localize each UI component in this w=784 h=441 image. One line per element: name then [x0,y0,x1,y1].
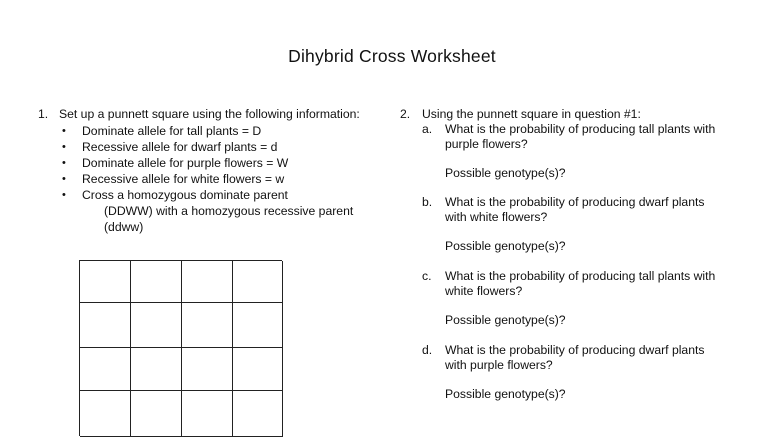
bullet-dwarf-allele: Recessive allele for dwarf plants = d [82,140,278,154]
part-a-question: What is the probability of producing tall plants with [445,122,716,136]
part-d-genotype: Possible genotype(s)? [445,387,566,401]
worksheet-title: Dihybrid Cross Worksheet [288,46,496,66]
bullet-icon: • [62,157,66,169]
bullet-icon: • [62,125,66,137]
punnett-cell[interactable] [131,261,182,303]
punnett-cell[interactable] [182,261,233,303]
part-b-letter: b. [422,195,433,209]
punnett-cell[interactable] [131,348,182,391]
bullet-cross-instruction: Cross a homozygous dominate parent [82,188,288,202]
punnett-cell[interactable] [182,303,233,348]
part-c-question: What is the probability of producing tall plants with [445,269,716,283]
part-b-genotype: Possible genotype(s)? [445,239,566,253]
punnett-cell[interactable] [80,261,131,303]
question-2-number: 2. [400,107,411,121]
part-a-letter: a. [422,122,433,136]
part-c-letter: c. [422,269,432,283]
part-d-question-line-2: with purple flowers? [445,358,553,372]
bullet-white-allele: Recessive allele for white flowers = w [82,172,285,186]
punnett-cell[interactable] [233,303,283,348]
punnett-cell[interactable] [233,391,283,437]
bullet-icon: • [62,173,66,185]
part-b-question-line-2: with white flowers? [445,210,548,224]
part-a-question-line-2: purple flowers? [445,137,528,151]
cross-instruction-line-2: (DDWW) with a homozygous recessive parent [104,204,354,218]
punnett-cell[interactable] [131,303,182,348]
part-c-question-line-2: white flowers? [445,284,523,298]
punnett-cell[interactable] [80,391,131,437]
question-1-prompt: Set up a punnett square using the following information: [59,107,360,121]
punnett-cell[interactable] [131,391,182,437]
cross-instruction-line-3: (ddww) [104,220,144,234]
punnett-cell[interactable] [80,348,131,391]
punnett-cell[interactable] [80,303,131,348]
part-b-question: What is the probability of producing dwarf plants [445,195,705,209]
part-d-letter: d. [422,343,433,357]
question-1-number: 1. [38,107,49,121]
punnett-square [79,260,282,436]
bullet-purple-allele: Dominate allele for purple flowers = W [82,156,289,170]
punnett-cell[interactable] [182,391,233,437]
punnett-cell[interactable] [233,261,283,303]
bullet-icon: • [62,141,66,153]
bullet-tall-allele: Dominate allele for tall plants = D [82,124,262,138]
part-d-question: What is the probability of producing dwarf plants [445,343,705,357]
part-c-genotype: Possible genotype(s)? [445,313,566,327]
part-a-genotype: Possible genotype(s)? [445,166,566,180]
question-2-prompt: Using the punnett square in question #1: [422,107,641,121]
punnett-cell[interactable] [233,348,283,391]
bullet-icon: • [62,189,66,201]
punnett-cell[interactable] [182,348,233,391]
